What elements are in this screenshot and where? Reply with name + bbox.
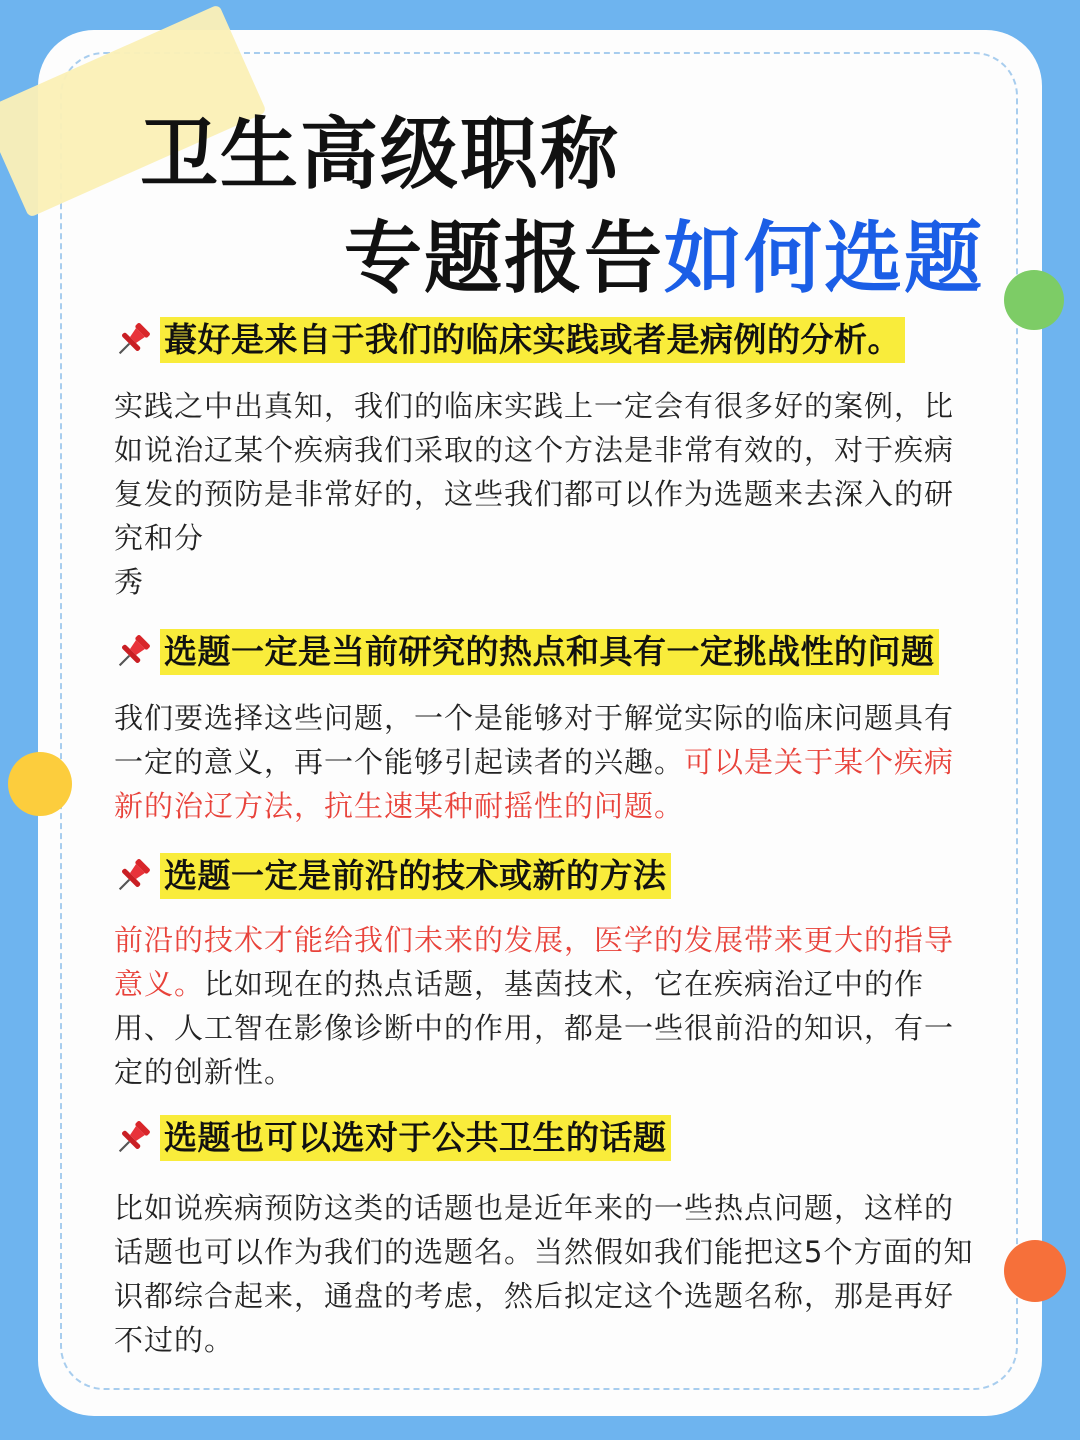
- page-title-line1: 卫生高级职称: [140, 110, 621, 200]
- section-heading-text: 选题一定是当前研究的热点和具有一定挑战性的问题: [160, 629, 939, 675]
- pushpin-icon: [112, 631, 154, 673]
- title-black-part: 专题报告: [344, 214, 665, 304]
- body-tail-text: 秀: [114, 565, 145, 599]
- section-heading: [112, 1114, 671, 1162]
- yellow-dot-decoration: [8, 752, 72, 816]
- title-blue-part: 如何选题: [664, 214, 985, 304]
- section-body: [114, 384, 974, 604]
- pushpin-icon: [112, 319, 154, 361]
- section-heading-text: 选题一定是前沿的技术或新的方法: [160, 853, 671, 899]
- green-dot-decoration: [1004, 270, 1064, 330]
- body-text: 我们要选择这些问题，一个是能够对于解觉实际的临床问题具有一定的意义，再一个能够引起读者的兴趣。: [114, 701, 955, 779]
- orange-dot-decoration: [1004, 1240, 1066, 1302]
- page-title-line2: [344, 196, 984, 308]
- section-heading-text: 蕞好是来自于我们的临床实践或者是病例的分析。: [160, 317, 905, 363]
- section-heading: [112, 628, 939, 676]
- body-text: 比如说疾病预防这类的话题也是近年来的一些热点问题，这样的话题也可以作为我们的选题名。当然假如我们能把这5个方面的知识都综合起来，通盘的考虑，然后拟定这个选题名称，那是再好不过的。: [114, 1191, 974, 1357]
- pushpin-icon: [112, 1117, 154, 1159]
- section-heading: [112, 852, 671, 900]
- section-body: [114, 1186, 974, 1362]
- body-red-text: 前沿的技术才能给我们未来的发展，医学的发展带来更大的指导意义。: [114, 923, 955, 1001]
- section-heading-text: 选题也可以选对于公共卫生的话题: [160, 1115, 671, 1161]
- body-text: 比如现在的热点话题，基茵技术，它在疾病治辽中的作用、人工智在影像诊断中的作用，都是一些很前沿的知识，有一定的创新性。: [114, 967, 955, 1089]
- section-body: [114, 696, 974, 828]
- section-body: [114, 918, 974, 1094]
- body-text: 实践之中出真知，我们的临床实践上一定会有很多好的案例，比如说治辽某个疾病我们采取的这个方法是非常有效的，对于疾病复发的预防是非常好的，这些我们都可以作为选题来去深入的研究和分: [114, 389, 955, 555]
- body-red-text: 可以是关于某个疾病新的治辽方法，抗生速某种耐摇性的问题。: [114, 745, 955, 823]
- pushpin-icon: [112, 855, 154, 897]
- section-heading: [112, 316, 905, 364]
